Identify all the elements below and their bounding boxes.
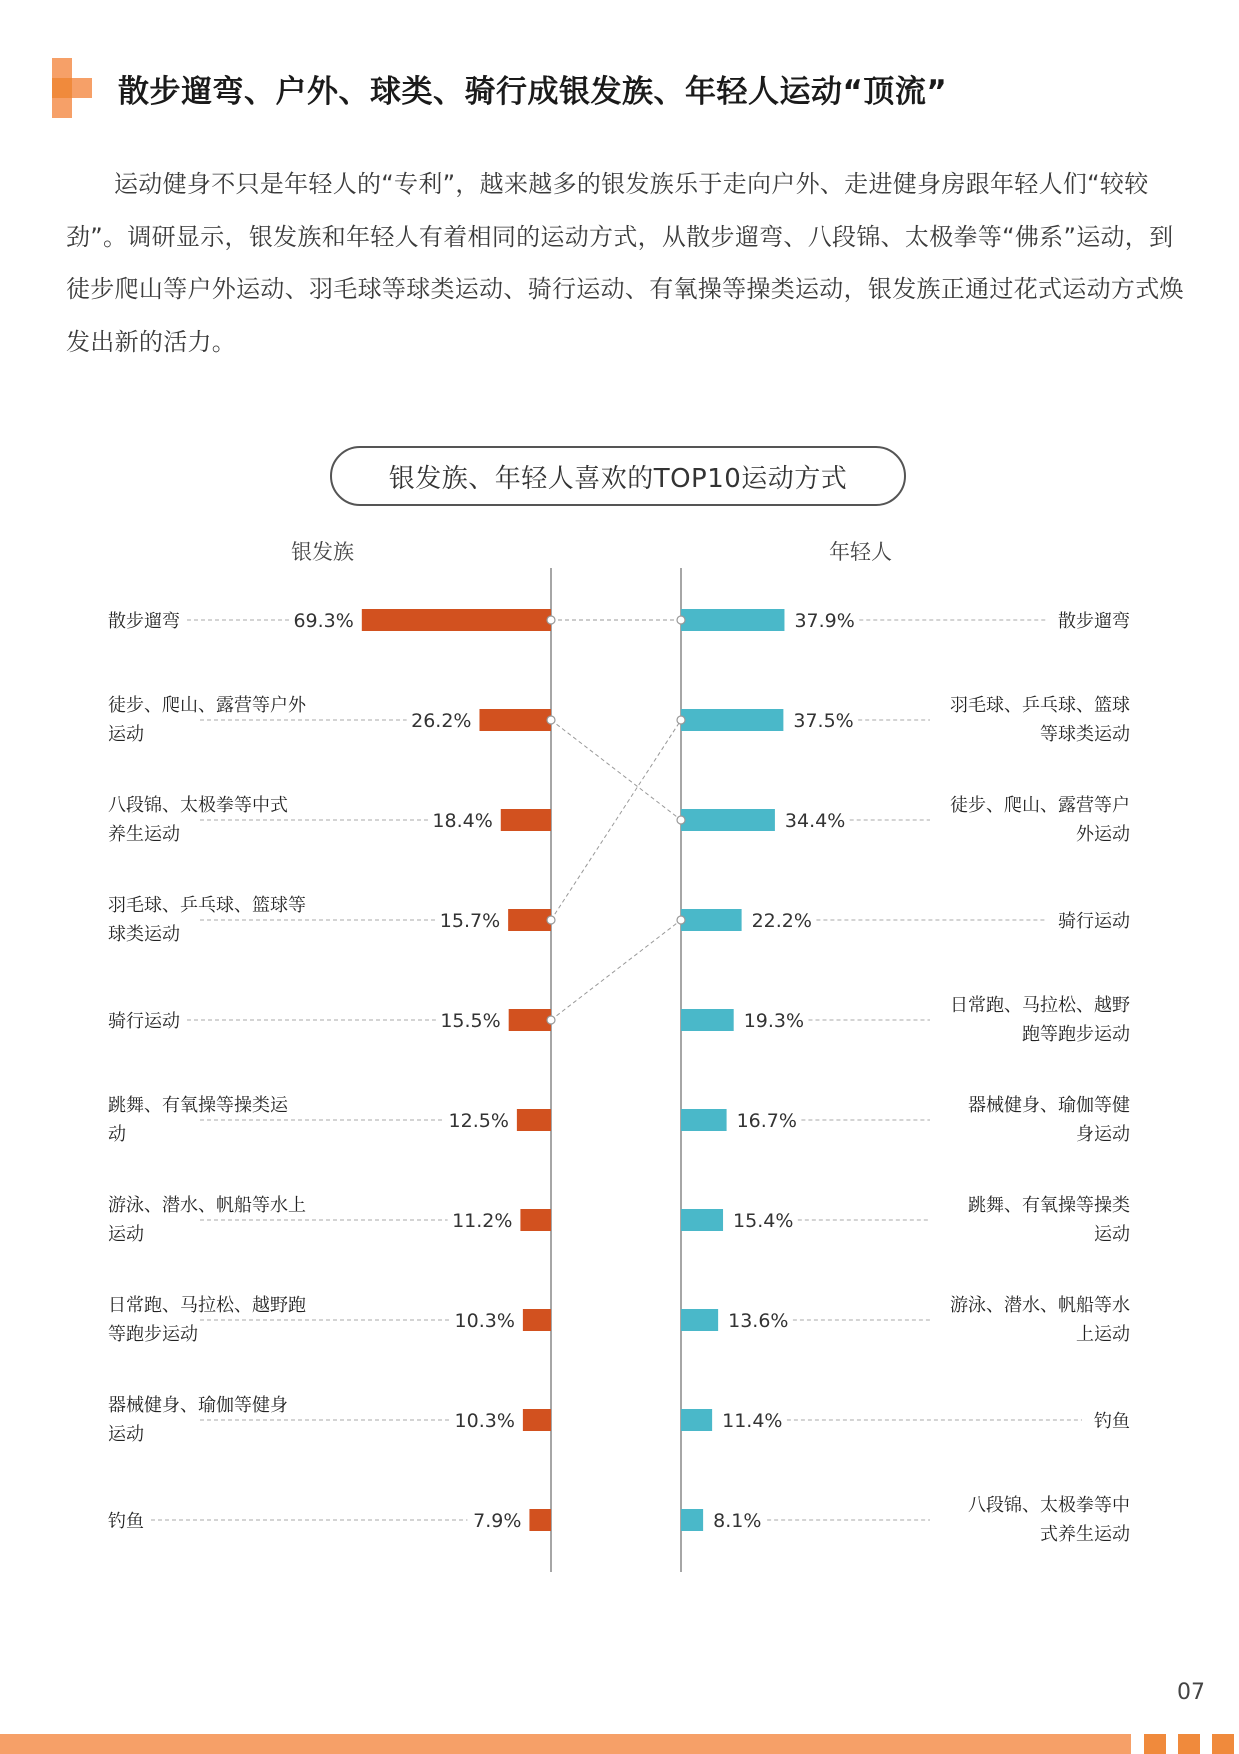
connector-dot [677, 616, 685, 624]
value-label-left: 26.2% [411, 710, 472, 732]
connector-dot [547, 916, 555, 924]
footer-square [1144, 1734, 1166, 1754]
bar-right [681, 809, 775, 831]
category-label-left: 动 [108, 1124, 126, 1145]
page-number: 07 [1177, 1680, 1205, 1705]
value-label-right: 34.4% [784, 810, 846, 832]
bar-right [681, 1509, 703, 1531]
bar-left [362, 609, 551, 631]
category-label-left: 运动 [108, 724, 144, 745]
value-label-right: 37.9% [794, 610, 855, 632]
value-label-right: 11.4% [722, 1410, 783, 1432]
right-group-label: 年轻人 [829, 540, 892, 564]
category-label-left: 八段锦、太极拳等中式 [108, 795, 288, 816]
bar-right [681, 709, 783, 731]
value-label-left: 18.4% [432, 810, 493, 832]
bar-left [517, 1109, 551, 1131]
value-label-left: 69.3% [293, 610, 354, 632]
footer-square [1212, 1734, 1234, 1754]
category-label-left: 钓鱼 [108, 1511, 144, 1532]
category-label-right: 上运动 [1076, 1324, 1130, 1345]
left-group-label: 银发族 [291, 540, 354, 564]
connector-line [551, 720, 681, 920]
bar-left [501, 809, 551, 831]
category-label-left: 骑行运动 [108, 1011, 180, 1032]
category-label-right: 式养生运动 [1040, 1524, 1130, 1545]
category-label-right: 散步遛弯 [1058, 611, 1130, 632]
value-label-left: 11.2% [452, 1210, 513, 1232]
value-label-right: 8.1% [713, 1510, 762, 1532]
bar-right [681, 609, 784, 631]
category-label-left: 运动 [108, 1224, 144, 1245]
category-label-left: 器械健身、瑜伽等健身 [108, 1395, 288, 1416]
value-label-left: 10.3% [454, 1310, 515, 1332]
category-label-right: 器械健身、瑜伽等健 [968, 1095, 1130, 1116]
value-label-right: 19.3% [743, 1010, 805, 1032]
bar-left [523, 1309, 551, 1331]
category-label-left: 羽毛球、乒乓球、篮球等 [108, 895, 306, 916]
category-label-left: 徒步、爬山、露营等户外 [108, 695, 306, 716]
page-title: 散步遛弯、户外、球类、骑行成银发族、年轻人运动“顶流” [118, 74, 948, 110]
category-label-right: 骑行运动 [1058, 911, 1130, 932]
category-label-left: 跳舞、有氧操等操类运 [108, 1095, 288, 1116]
category-label-right: 跑等跑步运动 [1022, 1024, 1130, 1045]
connector-dot [547, 716, 555, 724]
connector-dot [677, 916, 685, 924]
butterfly-chart [0, 560, 1239, 1580]
bar-right [681, 909, 742, 931]
value-label-right: 15.4% [733, 1210, 794, 1232]
category-label-right: 游泳、潜水、帆船等水 [950, 1295, 1130, 1316]
value-label-right: 13.6% [728, 1310, 789, 1332]
category-label-right: 运动 [1094, 1224, 1130, 1245]
bar-right [681, 1409, 712, 1431]
category-label-right: 跳舞、有氧操等操类 [968, 1195, 1130, 1216]
chart-title: 银发族、年轻人喜欢的TOP10运动方式 [330, 446, 906, 506]
value-label-left: 12.5% [448, 1110, 509, 1132]
bar-left [523, 1409, 551, 1431]
value-label-right: 37.5% [793, 710, 854, 732]
connector-dot [677, 716, 685, 724]
category-label-left: 游泳、潜水、帆船等水上 [108, 1195, 306, 1216]
intro-paragraph: 运动健身不只是年轻人的“专利”，越来越多的银发族乐于走向户外、走进健身房跟年轻人们“较较劲”。调研显示，银发族和年轻人有着相同的运动方式，从散步遛弯、八段锦、太极拳等“佛系”运动，到徒步爬山等户外运动、羽毛球等球类运动、骑行运动、有氧操等操类运动，银发族正通过花式运动方式焕发出新的活力。 [66, 170, 1184, 356]
category-label-left: 散步遛弯 [108, 611, 180, 632]
category-label-left: 球类运动 [108, 924, 180, 945]
bar-left [509, 1009, 551, 1031]
bar-right [681, 1209, 723, 1231]
value-label-right: 22.2% [751, 910, 812, 932]
footer-bar [0, 1734, 1131, 1754]
value-label-left: 7.9% [473, 1510, 522, 1532]
value-label-left: 15.7% [439, 910, 501, 932]
footer-square [1178, 1734, 1200, 1754]
connector-dot [547, 1016, 555, 1024]
category-label-left: 等跑步运动 [108, 1324, 198, 1345]
connector-dot [677, 816, 685, 824]
value-label-left: 10.3% [454, 1410, 515, 1432]
bar-left [529, 1509, 551, 1531]
category-label-right: 外运动 [1076, 824, 1130, 845]
category-label-left: 日常跑、马拉松、越野跑 [108, 1295, 306, 1316]
bar-left [508, 909, 551, 931]
category-label-right: 等球类运动 [1040, 724, 1130, 745]
bar-right [681, 1009, 734, 1031]
connector-line [551, 720, 681, 820]
value-label-right: 16.7% [736, 1110, 797, 1132]
brand-logo-icon [52, 58, 94, 120]
category-label-right: 日常跑、马拉松、越野 [950, 995, 1130, 1016]
category-label-left: 养生运动 [108, 824, 180, 845]
value-label-left: 15.5% [440, 1010, 501, 1032]
bar-left [520, 1209, 551, 1231]
connector-dot [547, 616, 555, 624]
category-label-right: 钓鱼 [1094, 1411, 1130, 1432]
bar-right [681, 1309, 718, 1331]
category-label-left: 运动 [108, 1424, 144, 1445]
bar-left [479, 709, 551, 731]
category-label-right: 徒步、爬山、露营等户 [950, 795, 1130, 816]
category-label-right: 羽毛球、乒乓球、篮球 [950, 695, 1130, 716]
category-label-right: 八段锦、太极拳等中 [968, 1495, 1130, 1516]
category-label-right: 身运动 [1076, 1124, 1130, 1145]
connector-line [551, 920, 681, 1020]
bar-right [681, 1109, 727, 1131]
